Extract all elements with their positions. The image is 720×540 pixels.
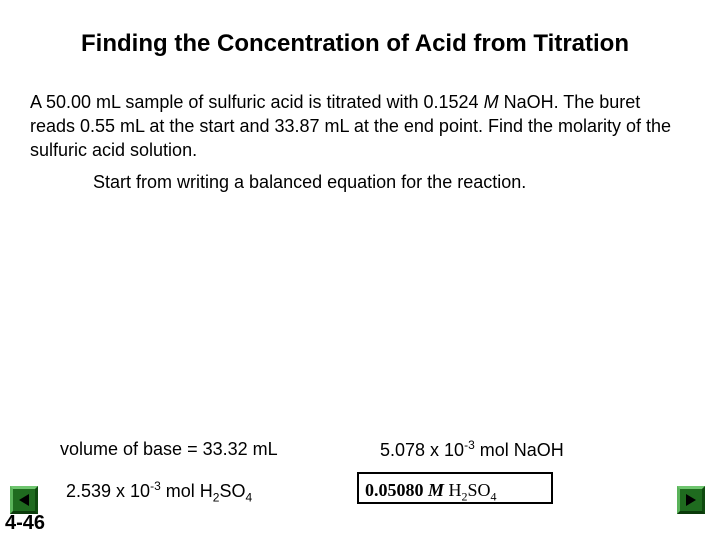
previous-slide-button[interactable] [10, 486, 38, 514]
moles-h2so4-sub2: 4 [245, 490, 253, 505]
slide-number: 4-46 [5, 512, 46, 534]
answer-molarity-symbol: M [428, 480, 445, 500]
answer-box [357, 472, 553, 504]
moles-h2so4-unit: mol H [160, 481, 213, 501]
molarity-symbol: M [483, 92, 499, 112]
next-slide-button[interactable] [677, 486, 705, 514]
moles-h2so4-exp: -3 [150, 479, 161, 493]
problem-text-2: NaOH. The buret reads 0.55 mL at the start and 33.87 mL at the end point. Find the molarity of the sulfuric acid solution. [30, 92, 672, 160]
volume-of-base: volume of base = 33.32 mL [60, 439, 278, 459]
moles-naoh-coef: 5.078 x 10 [380, 440, 465, 460]
moles-naoh [380, 438, 564, 461]
answer-sub1: 2 [461, 489, 468, 504]
moles-h2so4 [66, 479, 252, 505]
triangle-left-icon [17, 493, 31, 507]
problem-statement [30, 90, 690, 162]
problem-text-1: A 50.00 mL sample of sulfuric acid is titrated with 0.1524 [30, 92, 484, 112]
answer-h: H [444, 480, 462, 500]
answer-value: 0.05080 [365, 480, 428, 500]
slide-title: Finding the Concentration of Acid from Titration [81, 30, 629, 57]
triangle-right-icon [684, 493, 698, 507]
hint-text: Start from writing a balanced equation for the reaction. [93, 172, 527, 192]
moles-h2so4-coef: 2.539 x 10 [66, 481, 151, 501]
moles-h2so4-sub1: 2 [212, 490, 220, 505]
answer-sub2: 4 [490, 489, 497, 504]
moles-naoh-exp: -3 [464, 438, 475, 452]
moles-naoh-unit: mol NaOH [474, 440, 564, 460]
moles-h2so4-mid: SO [219, 481, 246, 501]
answer-mid: SO [467, 480, 491, 500]
